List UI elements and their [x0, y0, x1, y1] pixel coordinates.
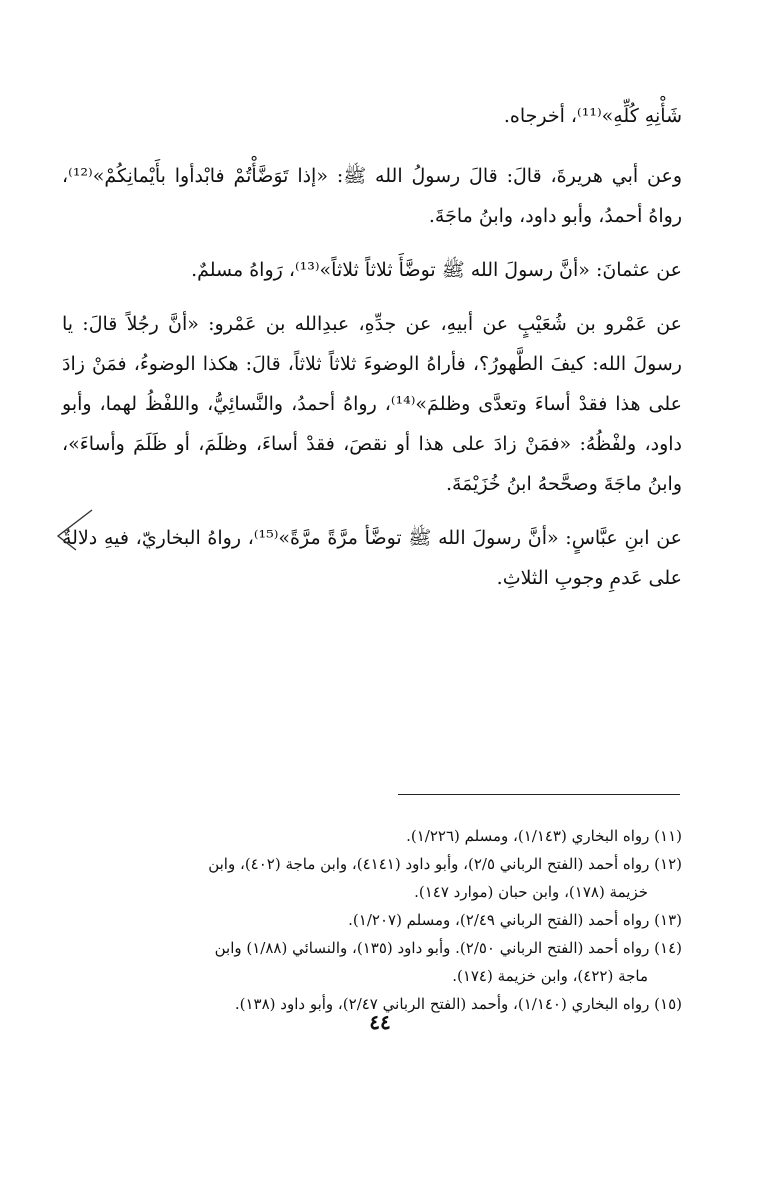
paragraph-2: وعن أبي هريرةَ، قالَ: قالَ رسولُ الله ﷺ: «إذا تَوَضَّأْتُمْ فابْدأوا بأَيْمانِكُمْ»⁽¹²⁾، رواهُ أحمدُ، وأبو داود، وابنُ ماجَةَ. [62, 165, 682, 227]
footnote-12 [62, 850, 682, 906]
footnote-11 [62, 822, 682, 850]
page-number: ٤٤ [369, 1010, 391, 1034]
footnote-13 [62, 906, 682, 934]
footnote-14 [62, 934, 682, 990]
paragraph-4: عن عَمْرو بن شُعَيْبٍ عن أبيهِ، عن جدِّهِ، عبدِالله بن عَمْرو: «أنَّ رجُلاً قالَ: يا رسولَ الله: كيفَ الطَّهورُ؟، فأراهُ الوضوءَ ثلاثاً ثلاثاً، قالَ: هكذا الوضوءُ، فمَنْ زادَ على هذا فقدْ أساءَ وتعدَّى وظلمَ»⁽¹⁴⁾، رواهُ أحمدُ، والنَّسائِيُّ، واللفْظُ لهما، وأبو داود، ولفْظُهُ: «فمَنْ زادَ على هذا أو نقصَ، فقدْ أساءَ، وظلَمَ، أو ظَلَمَ وأساءَ»، وابنُ ماجَةَ وصحَّحهُ ابنُ خُزَيْمَةَ. [62, 313, 682, 495]
footnote-continuation: خزيمة (١٧٨)، وابن حبان (موارد ١٤٧). [414, 883, 648, 901]
paragraph-1: شَأْنِهِ كُلِّهِ»⁽¹¹⁾، أخرجاه. [503, 105, 682, 127]
footnote-line: (١٥) رواه البخاري (١/١٤٠)، وأحمد (الفتح الرباني ٢/٤٧)، وأبو داود (١٣٨). [234, 995, 682, 1013]
footnote-line: (١٤) رواه أحمد (الفتح الرباني ٢/٥٠). وأبو داود (١٣٥)، والنسائي (١/٨٨) وابن [214, 939, 682, 957]
footnote-line: (١٢) رواه أحمد (الفتح الرباني ٢/٥)، وأبو داود (٤١٤١)، وابن ماجة (٤٠٢)، وابن [208, 855, 682, 873]
paragraph-3: عن عثمانَ: «أنَّ رسولَ الله ﷺ توضَّأَ ثلاثاً ثلاثاً»⁽¹³⁾، رَواهُ مسلمٌ. [191, 259, 682, 281]
footnote-line: (١١) رواه البخاري (١/١٤٣)، ومسلم (١/٢٢٦). [406, 827, 682, 845]
main-text [62, 96, 682, 612]
margin-pencil-mark-icon [54, 506, 94, 552]
footnote-divider [398, 794, 680, 795]
footnote-line: (١٣) رواه أحمد (الفتح الرباني ٢/٤٩)، ومسلم (١/٢٠٧). [348, 911, 682, 929]
footnotes [62, 822, 682, 1018]
footnote-continuation: ماجة (٤٢٢)، وابن خزيمة (١٧٤). [452, 967, 648, 985]
paragraph-5: عن ابنِ عبَّاسٍ: «أنَّ رسولَ الله ﷺ توضَّأ مرَّةً مرَّةً»⁽¹⁵⁾، رواهُ البخاريّ، فيهِ دلالةٌ على عَدمِ وجوبِ الثلاثِ. [62, 527, 682, 589]
